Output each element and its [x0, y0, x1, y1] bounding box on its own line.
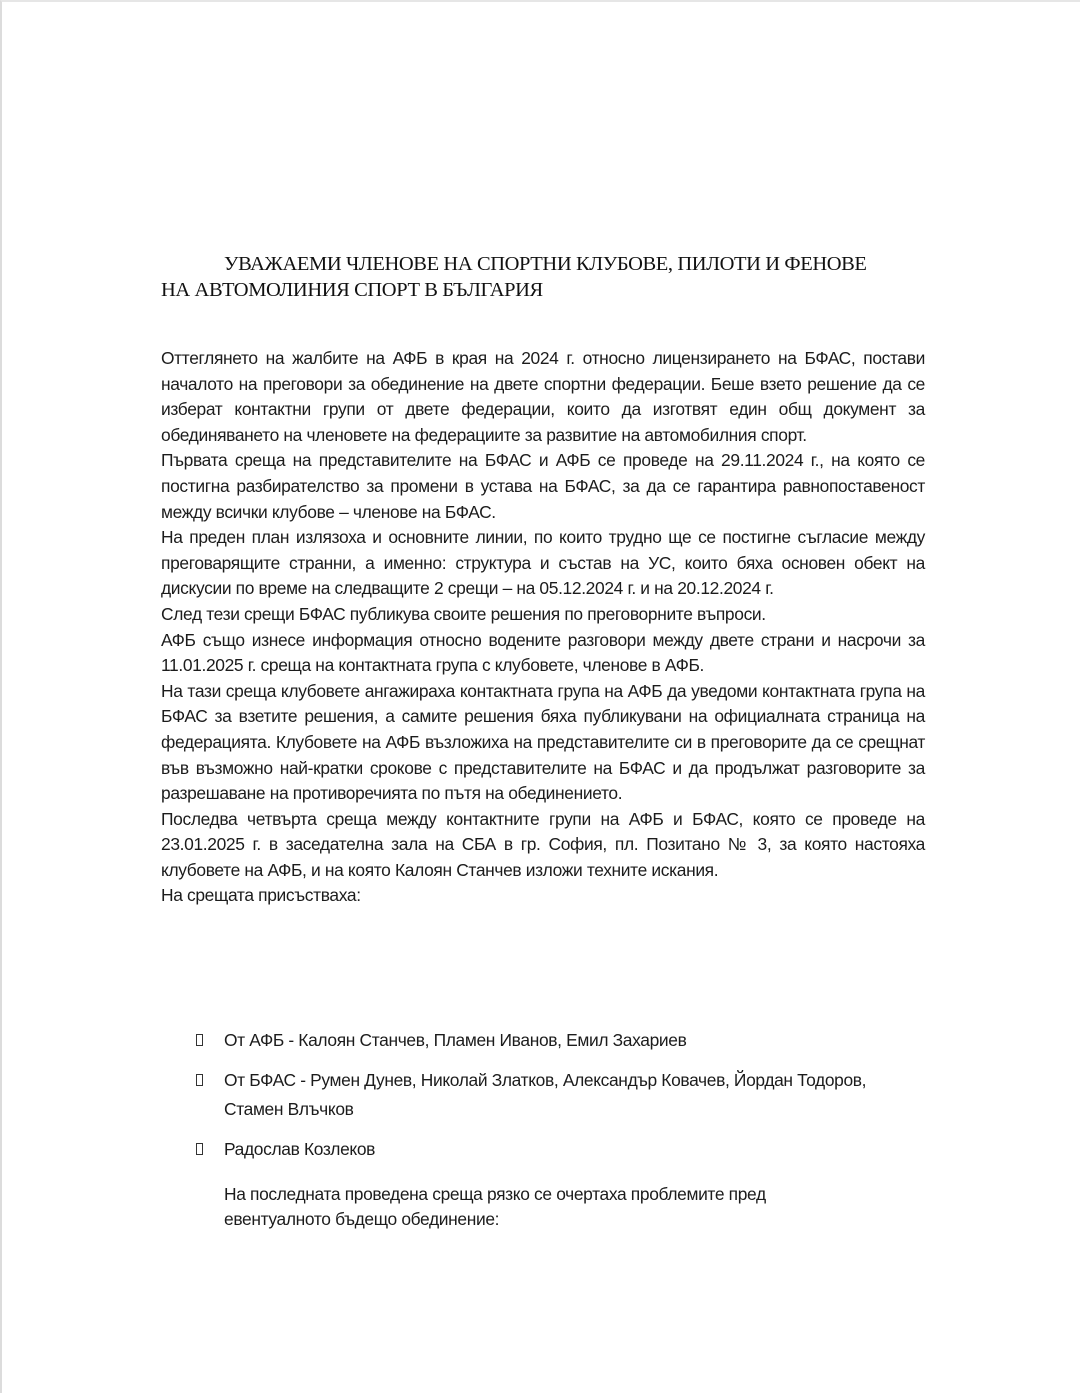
- paragraph-afb-info: АФБ също изнесе информация относно водените разговори между двете страни и насрочи за 11.01.2025 г. среща на контактната група с клубовете, членове в АФБ.: [161, 629, 925, 676]
- closing-paragraph: На последната проведена среща рязко се очертаха проблемите пред евентуалното бъдещо обединение:: [224, 1184, 766, 1229]
- paragraph-fourth-meeting: Последва четвърта среща между контактните групи на АФБ и БФАС, която се проведе на 23.01.2025 г. в заседателна зала на СБА в гр. София, пл. Позитано № 3, за която настояха клубовете на АФБ, и на която Калоян Станчев изложи техните искания.: [161, 808, 925, 880]
- paragraph-bfas-decisions: След тези срещи БФАС публикува своите решения по преговорните въпроси.: [161, 603, 766, 624]
- list-item: [194, 1066, 924, 1124]
- paragraph-clubs-meeting: На тази среща клубовете ангажираха контактната група на АФБ да уведоми контактната група на БФАС за взетите решения, а самите решения бяха публикувани на официалната страница на федерацията. Клубовете на АФБ възложиха на представителите си в преговорите да се срещнат във възможно най-кратки срокове с представителите на БФАС и да продължат разговорите за разрешаване на противоречията по пътя на обединението.: [161, 680, 925, 804]
- paragraph-attendees-intro: На срещата присъстваха:: [161, 885, 361, 906]
- document-body: [161, 346, 925, 909]
- heading-line-2: НА АВТОМОЛИНИЯ СПОРТ В БЪЛГАРИЯ: [161, 279, 543, 301]
- document-heading: [161, 251, 925, 303]
- heading-line-1: УВАЖАЕМИ ЧЛЕНОВЕ НА СПОРТНИ КЛУБОВЕ, ПИЛОТИ И ФЕНОВЕ: [224, 253, 867, 275]
- attendee-other: Радослав Козлеков: [224, 1139, 376, 1159]
- attendee-bfas: От БФАС - Румен Дунев, Николай Златков, Александър Ковачев, Йордан Тодоров, Стамен Влъчков: [224, 1070, 867, 1119]
- paragraph-first-meeting: Първата среща на представителите на БФАС и АФБ се проведе на 29.11.2024 г., на която се постигна разбирателство за промени в устава на БФАС, за да се гарантира равнопоставеност между всички клубове – членове на БФАС.: [161, 450, 925, 522]
- attendees-list: [194, 1026, 924, 1164]
- missing-glyph-bullet-icon: [196, 1143, 203, 1155]
- paragraph-main-issues: На преден план излязоха и основните линии, по които трудно ще се постигне съгласие между преговарящите странни, а именно: структура и състав на УС, които бяха основен обект на дискусии по време на следващите 2 срещи – на 05.12.2024 г. и на 20.12.2024 г.: [161, 527, 925, 599]
- attendee-afb: От АФБ - Калоян Станчев, Пламен Иванов, Емил Захариев: [224, 1030, 687, 1050]
- missing-glyph-bullet-icon: [196, 1034, 203, 1046]
- paragraph-withdrawal: Оттеглянето на жалбите на АФБ в края на 2024 г. относно лицензирането на БФАС, постави началото на преговори за обединение на двете спортни федерации. Беше взето решение да се изберат контактни групи от двете федерации, които да изготвят един общ документ за обединяването на членовете на федерациите за развитие на автомобилния спорт.: [161, 348, 925, 445]
- missing-glyph-bullet-icon: [196, 1074, 203, 1086]
- list-item: [194, 1135, 924, 1164]
- list-item: [194, 1026, 924, 1055]
